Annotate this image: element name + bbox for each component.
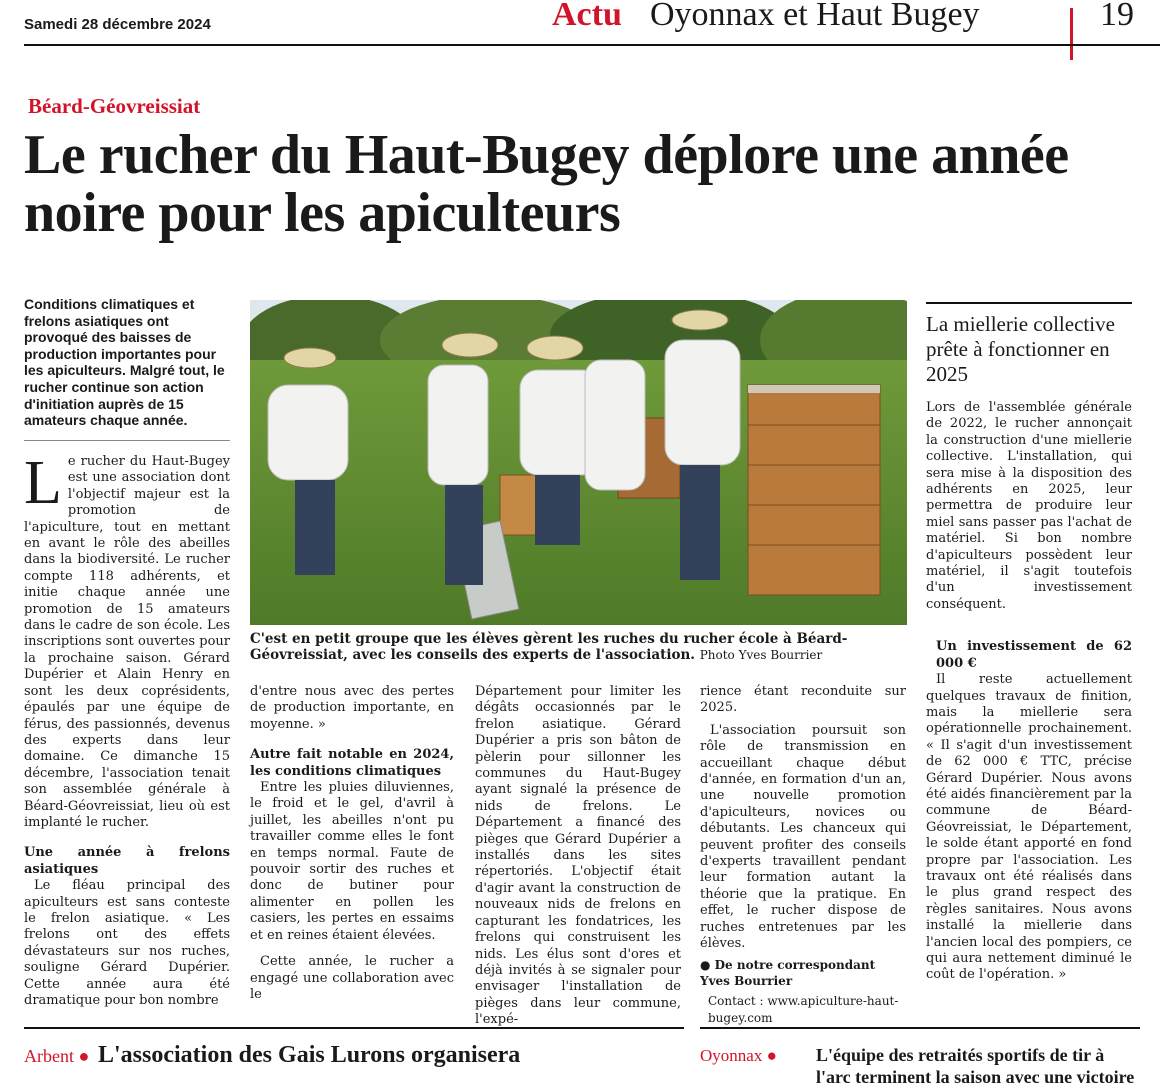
contact-link[interactable]: Contact : www.apiculture-haut-bugey.com — [708, 994, 899, 1025]
drop-cap: L — [24, 449, 62, 517]
sidebar-top-rule — [926, 302, 1132, 304]
header-rule — [24, 44, 1160, 46]
col2-paragraph-3: Cette année, le rucher a engagé une collaboration avec le — [250, 954, 454, 1002]
sidebar-body — [926, 400, 1132, 984]
article-column-2 — [250, 684, 454, 1003]
subhead-frelons: Une année à frelons asiatiques — [24, 845, 230, 877]
bottom-left-headline: L'association des Gais Lurons organisera — [98, 1042, 521, 1068]
photo-caption — [250, 631, 910, 663]
bottom-rule-right — [700, 1027, 1140, 1029]
byline-name: Yves Bourrier — [700, 973, 793, 988]
byline-label: ● De notre correspondant — [700, 957, 876, 972]
header-accent-bar — [1070, 8, 1073, 60]
article-kicker: Béard-Géovreissiat — [28, 94, 201, 118]
col1-paragraph-2: Le fléau principal des apiculteurs est sans conteste le frelon asiatique. « Les frelons ont des effets dévastateurs sur nos ruches, souligne Gérard Dupérier. Cette année aura été dramatique pour bon nombre — [24, 878, 230, 1008]
sidebar-paragraph-2: Il reste actuellement quelques travaux de finition, mais la miellerie sera opérationnelle prochainement. « Il s'agit d'un investissement de 62 000 € TTC, précise Gérard Dupérier. Nous avons été aidés financièrement par la commune de Béard-Géovreissiat, le Département, le solde étant apporté en fond propre par l'association. Les travaux ont été réalisés dans le plus grand respect des règles sanitaires. Nous avons installé la miellerie dans l'ancien local des pompiers, ce qui aura nettement diminué le coût de l'opération. » — [926, 672, 1132, 983]
photo-credit: Photo Yves Bourrier — [699, 648, 823, 662]
caption-text: C'est en petit groupe que les élèves gèrent les ruches du rucher école à Béard-Géovreissiat, avec les conseils des experts de l'association. — [250, 631, 848, 663]
bottom-right-headline: L'équipe des retraités sportifs de tir à l'arc terminent la saison avec une victoire — [816, 1045, 1135, 1087]
sidebar-subhead: Un investissement de 62 000 € — [936, 639, 1132, 671]
sidebar-paragraph-1: Lors de l'assemblée générale de 2022, le rucher annonçait la construction d'une miellerie collective. L'installation, qui sera mise à la disposition des adhérents en 2025, leur permettra de produire leur miel sans passer pas l'achat de matériel. Si bon nombre d'apiculteurs possèdent leur matériel, il s'agit toutefois d'un investissement conséquent. — [926, 400, 1132, 612]
issue-date: Samedi 28 décembre 2024 — [24, 16, 211, 33]
col2-paragraph-1: d'entre nous avec des pertes de production importante, en moyenne. » — [250, 684, 454, 732]
subhead-climat: Autre fait notable en 2024, les conditions climatiques — [250, 747, 454, 779]
article-column-3 — [475, 684, 681, 1029]
col4-paragraph-2: L'association poursuit son rôle de transmission en accueillant chaque début d'année, en formation d'un an, une nouvelle promotion d'apiculteurs, novices ou débutants. Les chanceux qui peuvent profiter des conseils d'experts travaillent pendant leur formation autant la théorie que la pratique. En effet, le rucher dispose de ruches entretenues par les élèves. — [700, 722, 906, 952]
col3-paragraph: Département pour limiter les dégâts occasionnés par le frelon asiatique. Gérard Dupérier a pris son bâton de pèlerin pour sillonner les communes du Haut-Bugey ayant signalé la présence de nids de frelons. Le Département a financé des pièges que Gérard Dupérier a installés dans les sites répertoriés. L'objectif était d'agir avant la construction de nouveaux nids de frelons en capturant les fondatrices, les frelons qui construisent les nids. Les élus sont d'ores et déjà invités à se signaler pour envisager l'installation de pièges dans leur commune, l'expé- — [475, 684, 681, 1028]
section-name: Actu — [552, 0, 622, 33]
bottom-right-location: Oyonnax ● — [700, 1046, 777, 1065]
bottom-rule-left — [24, 1027, 684, 1029]
sidebar-title: La miellerie collective prête à fonctionner en 2025 — [926, 312, 1115, 386]
col2-paragraph-2: Entre les pluies diluviennes, le froid et le gel, d'avril à juillet, les abeilles n'ont pu travailler comme elles le font en temps normal. Faute de pouvoir sortir des ruches et donc de butiner pour alimenter en pollen les casiers, les pertes en essaims et en reines étaient élevées. — [250, 780, 454, 943]
beekeepers-photo — [250, 300, 907, 625]
article-headline: Le rucher du Haut-Bugey déplore une année noire pour les apiculteurs — [24, 124, 1069, 244]
region-name: Oyonnax et Haut Bugey — [650, 0, 980, 33]
page-number: 19 — [1100, 0, 1134, 33]
article-standfirst: Conditions climatiques et frelons asiatiques ont provoqué des baisses de production importantes pour les apiculteurs. Malgré tout, le rucher continue son action d'initiation auprès de 15 amateurs chaque année. — [24, 296, 225, 429]
standfirst-rule — [24, 440, 230, 441]
col1-paragraph: e rucher du Haut-Bugey est une association dont l'objectif majeur est la promotion de l'apiculture, tout en mettant en avant le rôle des abeilles dans la biodiversité. Le rucher compte 118 adhérents, et initie chaque année une promotion de 15 amateurs dans le cadre de son école. Les inscriptions sont ouvertes pour la prochaine saison. Gérard Dupérier et Alain Henry en sont les deux coprésidents, épaulés par une équipe de férus, des passionnés, devenus des experts dans leur domaine. Ce dimanche 15 décembre, l'association tenait son assemblée générale à Béard-Géovreissiat, lieu où est implanté le rucher. — [24, 454, 230, 830]
bottom-left-location: Arbent ● — [24, 1046, 90, 1066]
apiary-scene-illustration — [250, 300, 907, 625]
article-column-1 — [24, 449, 230, 1009]
article-column-4 — [700, 684, 906, 1026]
col4-paragraph-1: rience étant reconduite sur 2025. — [700, 684, 906, 716]
